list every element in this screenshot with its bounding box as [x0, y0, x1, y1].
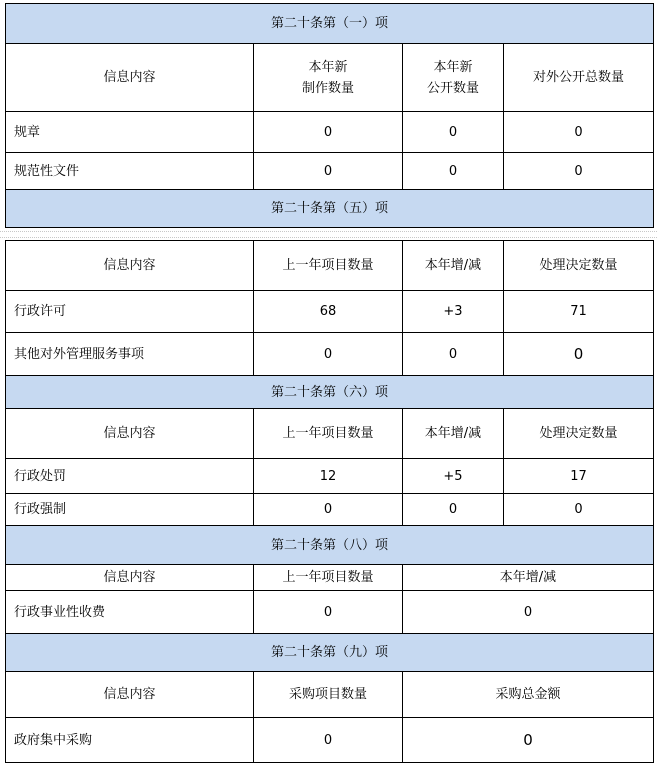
column-header-row — [6, 44, 654, 112]
table-row — [6, 333, 654, 376]
section-title: 第二十条第（九）项 — [6, 634, 654, 672]
cell-value: 71 — [504, 291, 654, 333]
column-header-info-content: 信息内容 — [6, 44, 254, 112]
column-header-decision-count: 处理决定数量 — [504, 409, 654, 459]
column-header-row — [6, 565, 654, 591]
table-row — [6, 459, 654, 494]
column-header-previous-year-count: 上一年项目数量 — [254, 409, 403, 459]
table-row — [6, 591, 654, 634]
column-header-previous-year-count: 上一年项目数量 — [254, 241, 403, 291]
section-title: 第二十条第（八）项 — [6, 526, 654, 565]
cell-value: 0 — [403, 112, 504, 153]
row-label: 行政许可 — [6, 291, 254, 333]
cell-value: 0 — [254, 718, 403, 763]
cell-value: 0 — [504, 494, 654, 526]
table-row — [6, 718, 654, 763]
column-header-info-content: 信息内容 — [6, 672, 254, 718]
column-header-new-published-count — [403, 44, 504, 112]
cell-value: 0 — [403, 718, 654, 763]
cell-value: 0 — [254, 591, 403, 634]
cell-value: 0 — [254, 494, 403, 526]
section-header-row — [6, 526, 654, 565]
cell-value: 0 — [403, 333, 504, 376]
column-header-info-content: 信息内容 — [6, 565, 254, 591]
table-block-page-1 — [5, 3, 654, 228]
column-header-total-published-count: 对外公开总数量 — [504, 44, 654, 112]
cell-value: +5 — [403, 459, 504, 494]
section-header-row — [6, 190, 654, 228]
table-block-page-2 — [5, 240, 654, 763]
table-row — [6, 494, 654, 526]
header-line: 本年新 制作数量 — [301, 59, 354, 96]
cell-value: 17 — [504, 459, 654, 494]
column-header-row — [6, 672, 654, 718]
cell-value: 0 — [254, 112, 403, 153]
column-header-decision-count: 处理决定数量 — [504, 241, 654, 291]
column-header-year-change: 本年增/减 — [403, 565, 654, 591]
column-header-info-content: 信息内容 — [6, 241, 254, 291]
column-header-year-change: 本年增/减 — [403, 241, 504, 291]
cell-value: 0 — [403, 591, 654, 634]
cell-value: 0 — [254, 153, 403, 190]
row-label: 政府集中采购 — [6, 718, 254, 763]
table-row — [6, 291, 654, 333]
cell-value: 0 — [254, 333, 403, 376]
table-row — [6, 153, 654, 190]
column-header-year-change: 本年增/减 — [403, 409, 504, 459]
cell-value: 0 — [504, 112, 654, 153]
cell-value: 12 — [254, 459, 403, 494]
page-break-line — [0, 237, 657, 238]
section-header-row — [6, 376, 654, 409]
section-header-row — [6, 634, 654, 672]
column-header-row — [6, 241, 654, 291]
header-line: 本年新 公开数量 — [426, 59, 479, 96]
table-row — [6, 112, 654, 153]
section-title: 第二十条第（一）项 — [6, 4, 654, 44]
section-title: 第二十条第（五）项 — [6, 190, 654, 228]
row-label: 行政处罚 — [6, 459, 254, 494]
column-header-new-created-count — [254, 44, 403, 112]
column-header-info-content: 信息内容 — [6, 409, 254, 459]
page-break-line — [0, 231, 657, 232]
column-header-procurement-amount: 采购总金额 — [403, 672, 654, 718]
column-header-previous-year-count: 上一年项目数量 — [254, 565, 403, 591]
column-header-procurement-count: 采购项目数量 — [254, 672, 403, 718]
column-header-row — [6, 409, 654, 459]
row-label: 其他对外管理服务事项 — [6, 333, 254, 376]
cell-value: 68 — [254, 291, 403, 333]
row-label: 规范性文件 — [6, 153, 254, 190]
row-label: 行政事业性收费 — [6, 591, 254, 634]
cell-value: +3 — [403, 291, 504, 333]
cell-value: 0 — [504, 333, 654, 376]
cell-value: 0 — [403, 494, 504, 526]
row-label: 规章 — [6, 112, 254, 153]
row-label: 行政强制 — [6, 494, 254, 526]
cell-value: 0 — [504, 153, 654, 190]
section-header-row — [6, 4, 654, 44]
cell-value: 0 — [403, 153, 504, 190]
section-title: 第二十条第（六）项 — [6, 376, 654, 409]
